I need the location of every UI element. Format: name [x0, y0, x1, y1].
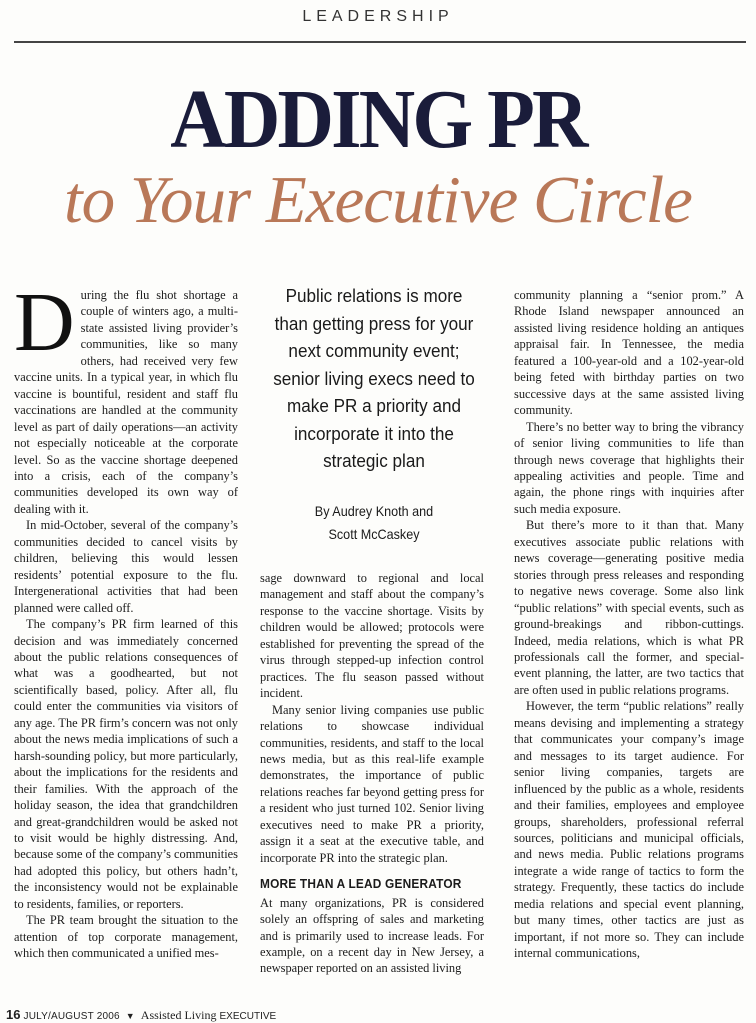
paragraph: The PR team brought the situation to the attention of top corporate management, which then communicated a unified mes- — [14, 913, 238, 961]
byline-line: By Audrey Knoth and — [314, 503, 434, 519]
paragraph: There’s no better way to bring the vibrancy of senior living communities to life than through news coverage that highlights their appealing activities and people. Time and again, the phone rings with inquiries after such media exposure. — [514, 419, 744, 516]
paragraph: In mid-October, several of the company’s communities decided to cancel visits by children, believing this would lessen residents’ potential exposure to the flu. Intergenerational activities that had been planned were called off. — [14, 518, 238, 615]
paragraph: But there’s more to it than that. Many executives associate public relations with news coverage—generating positive media stories through press releases and responding to negative news coverage. Some also link “public relations” with special events, such as ground-breakings and ribbon-cuttings. Indeed, media relations, which is what PR professionals call the former, and special-event planning, the latter, are two tactics that are often used in public relations programs. — [514, 518, 744, 697]
page-footer — [6, 1007, 276, 1023]
issue-date: JULY/AUGUST 2006 — [23, 1011, 120, 1022]
paragraph: The company’s PR firm learned of this decision and was immediately concerned about the public relations consequences of what was a goodhearted, but not scientifically based, policy. After all, flu could enter the communities via visitors of any age. The PR firm’s concern was not only about the news media implications of such a harsh-sounding policy, but more particularly, about the implications for the residents and their families. With the approach of the holiday season, the idea that grandchildren and great-grandchildren would be asked not to visit would be highly distressing. And, because some of the company’s communities had adopted this policy, but others hadn’t, the inconsistency would not be explainable to residents, families, or reporters. — [14, 617, 239, 911]
magazine-name: Assisted Living — [140, 1008, 217, 1022]
triangle-down-icon: ▼ — [125, 1011, 135, 1021]
headline-subtitle: to Your Executive Circle — [64, 163, 692, 237]
article-column-1 — [14, 276, 239, 962]
drop-cap: D — [14, 276, 75, 369]
paragraph: sage downward to regional and local management and staff about the company’s response to the vaccine shortage. Visits by children would be allowed; protocols were established for preventing the spread of the virus through stepped-up infection control practices. The flu season passed without incident. — [260, 571, 484, 701]
article-column-3 — [514, 287, 744, 962]
subhead: MORE THAN A LEAD GENERATOR — [260, 877, 462, 892]
byline-line: Scott McCaskey — [328, 526, 420, 542]
paragraph: community planning a “senior prom.” A Rhode Island newspaper announced an assisted living residence holding an antiques appraisal fair. In Tennessee, the media featured a 100-year-old and a 102-year-old being feted with birthday parties on two successive days at the same assisted living community. — [514, 288, 744, 418]
page-number: 16 — [6, 1007, 21, 1022]
paragraph: During the flu shot shortage a couple of winters ago, a multi-state assisted living provider’s communities, like so many others, had received very few vaccine units. In a typical year, in which flu vaccine is bountiful, resident and staff flu vaccinations are handled at the community level as part of daily operations—an activity not especially noticeable at the corporate level. So as the vaccine shortage deepened into a crisis, each of the company’s communities developed its own way of dealing with it. — [14, 276, 238, 516]
byline — [273, 500, 475, 546]
pull-quote: Public relations is more than getting press for your next community event; senior living execs need to make PR a priority and incorporate it into the strategic plan — [273, 285, 475, 471]
headline: ADDING PR — [170, 73, 586, 166]
paragraph: Many senior living companies use public relations to showcase individual communities, residents, and staff to the local news media, but as this real-life example demonstrates, the importance of public relations reaches far beyond getting press for a resident who just turned 102. Senior living executives need to make PR a priority, assign it a seat at the executive table, and incorporate PR into the strategic plan. — [260, 702, 484, 865]
magazine-name-caps: EXECUTIVE — [219, 1011, 277, 1022]
header-rule — [14, 41, 746, 43]
paragraph: At many organizations, PR is considered solely an offspring of sales and marketing and is primarily used to increase leads. For example, on a recent day in New Jersey, a newspaper reported on an assisted living — [260, 895, 484, 976]
section-label: LEADERSHIP — [302, 8, 454, 25]
article-column-2 — [260, 570, 484, 977]
paragraph: However, the term “public relations” really means devising and implementing a strategy that communicates your company’s image and messages to its target audience. For senior living companies, targets are influenced by the public as a whole, residents and their families, employees and employee groups, shareholders, professional referral sources, politicians and municipal officials, and news media. Public relations programs integrate a wide range of tactics to form the strategy. Frequently, these tactics do include media relations and special event planning, but many times, other tactics are just as important, if not more so. They can include internal communications, — [514, 699, 744, 961]
